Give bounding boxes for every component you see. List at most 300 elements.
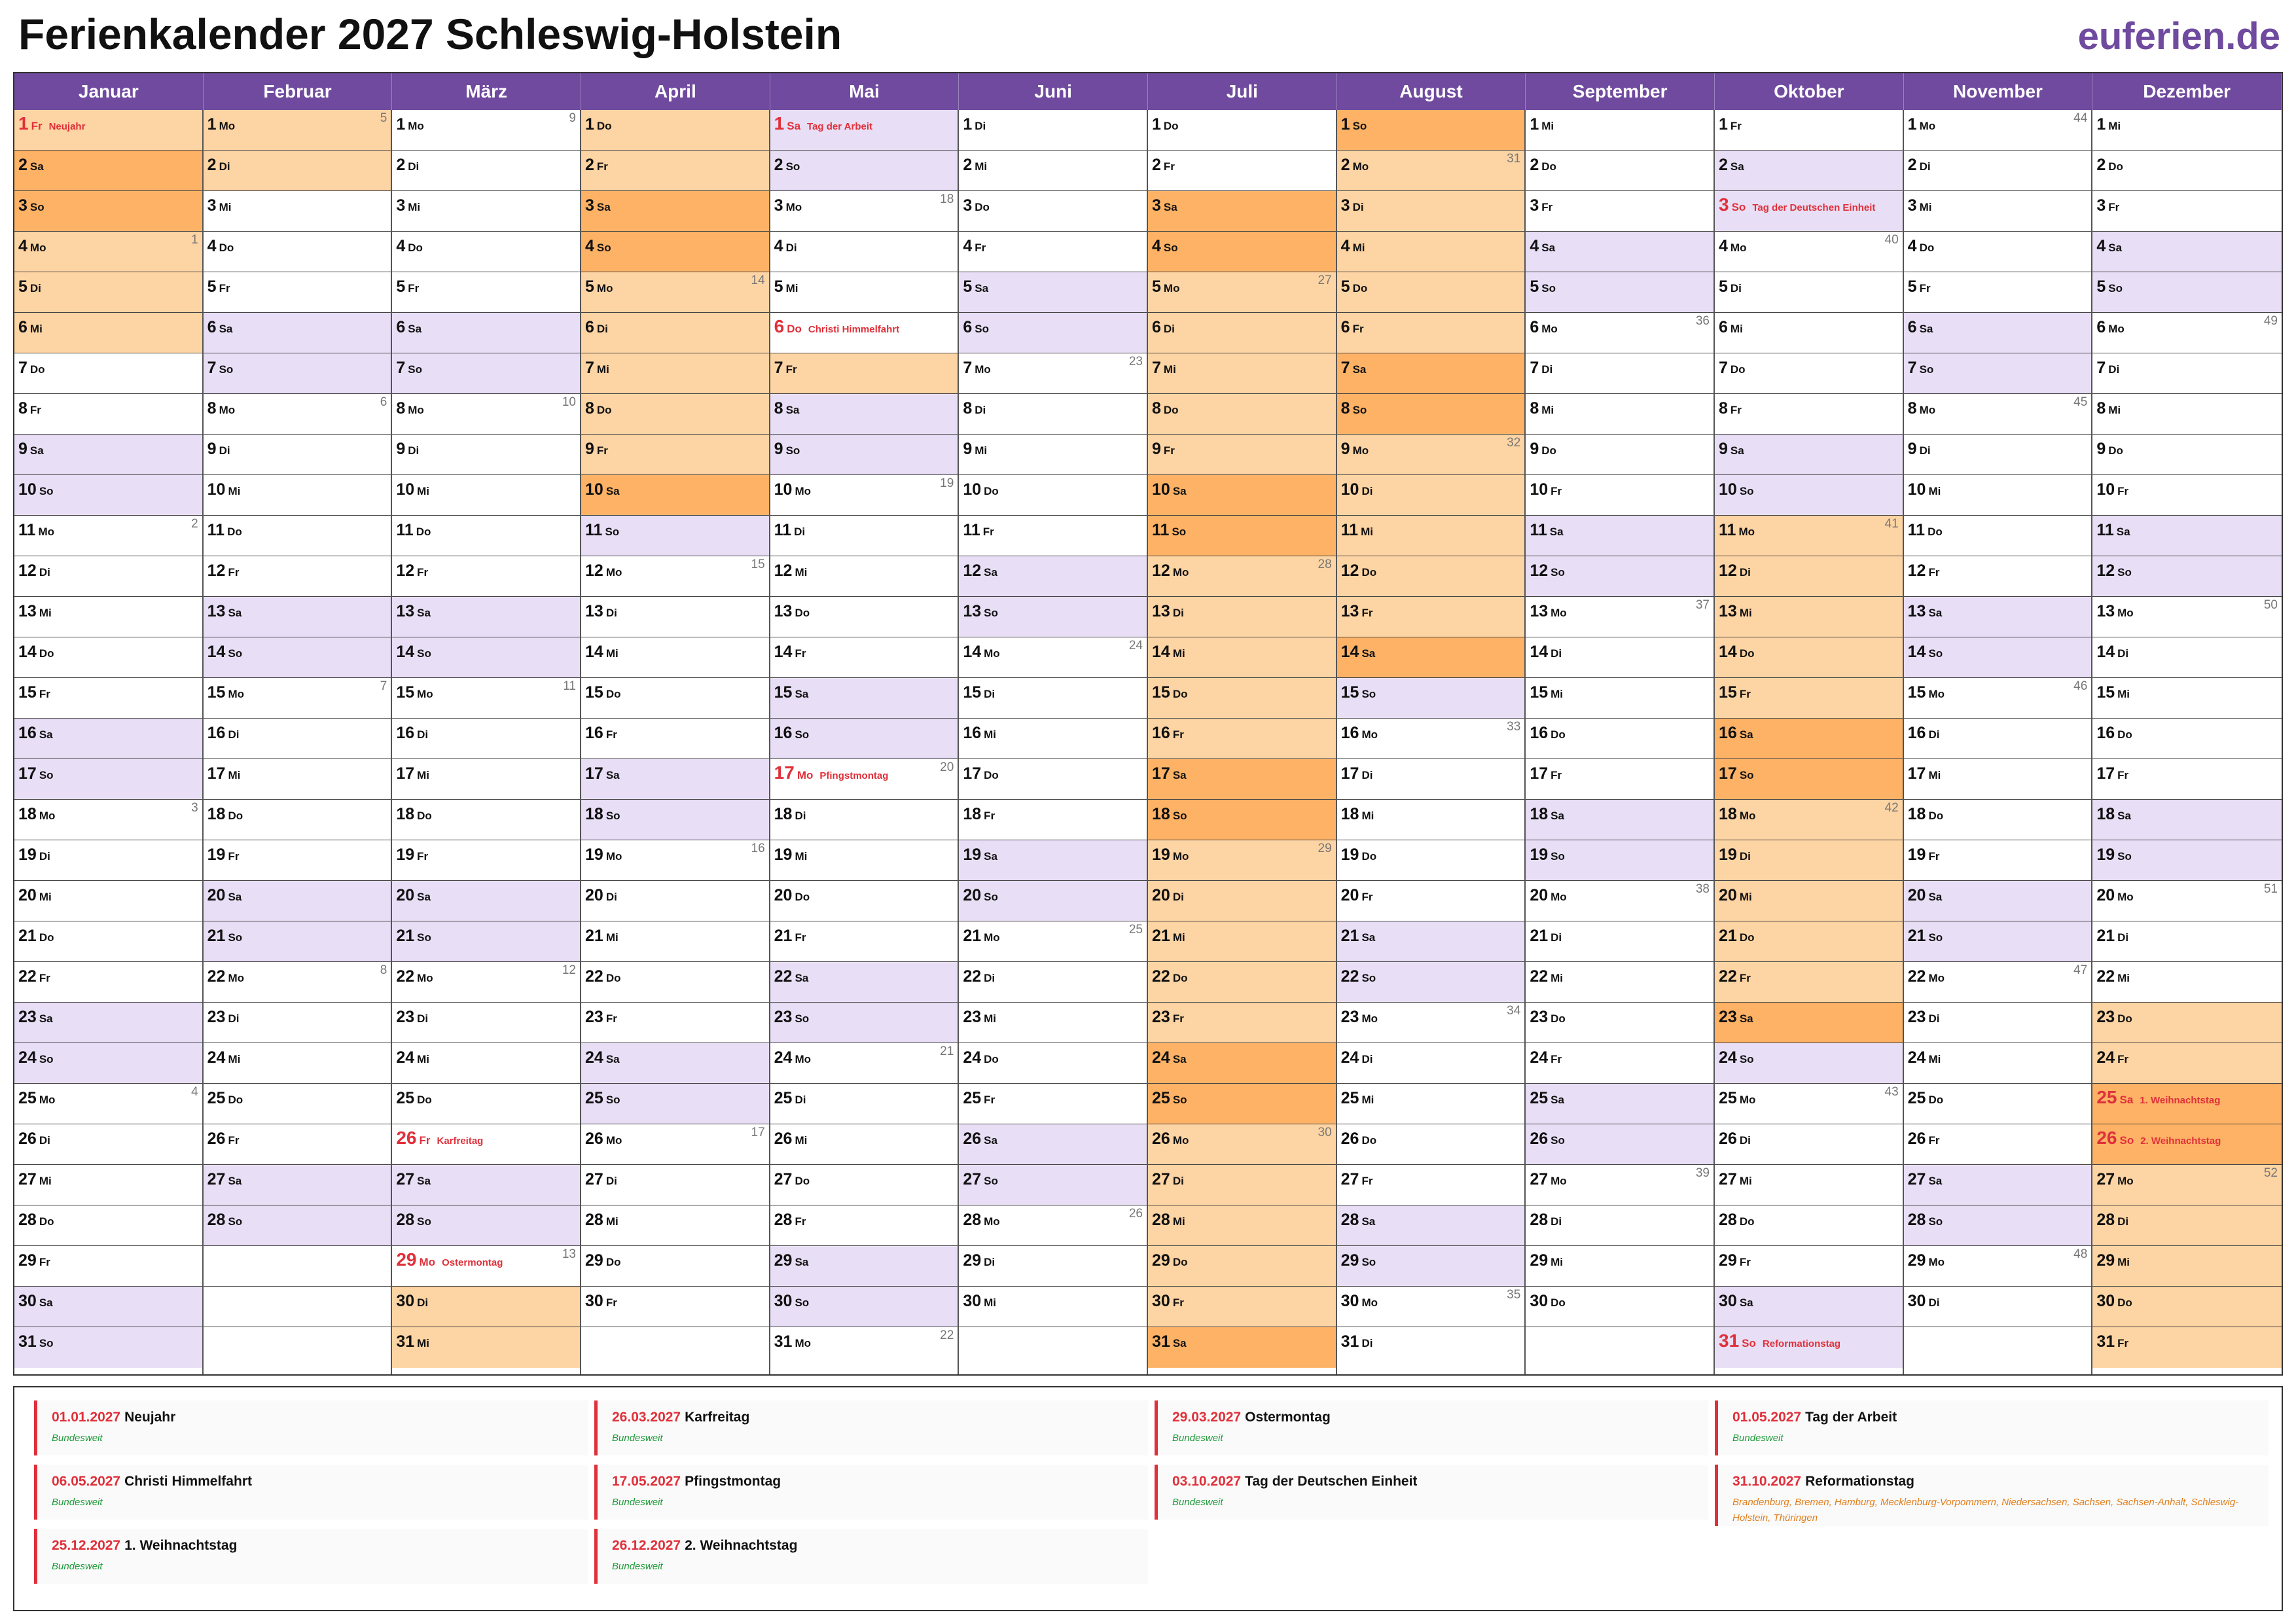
day-cell[interactable] — [204, 800, 391, 840]
day-cell[interactable] — [2092, 597, 2282, 637]
day-cell[interactable] — [1148, 151, 1336, 191]
day-cell[interactable] — [1715, 597, 1903, 637]
day-cell[interactable] — [2092, 1287, 2282, 1327]
day-cell[interactable] — [1526, 556, 1713, 597]
day-cell[interactable] — [14, 191, 202, 232]
day-cell[interactable] — [1337, 556, 1525, 597]
day-cell[interactable] — [1337, 353, 1525, 394]
day-cell[interactable] — [959, 1003, 1147, 1043]
day-cell[interactable] — [1148, 191, 1336, 232]
holiday-day-cell[interactable] — [14, 110, 202, 151]
day-cell[interactable] — [1526, 110, 1713, 151]
day-cell[interactable] — [1148, 1287, 1336, 1327]
holiday-day-cell[interactable] — [2092, 1124, 2282, 1165]
day-cell[interactable] — [1337, 1327, 1525, 1368]
day-cell[interactable] — [1337, 1205, 1525, 1246]
day-cell[interactable] — [1148, 1165, 1336, 1205]
day-cell[interactable] — [204, 151, 391, 191]
day-cell[interactable] — [1715, 1084, 1903, 1124]
day-cell[interactable] — [581, 151, 769, 191]
day-cell[interactable] — [14, 678, 202, 719]
day-cell[interactable] — [1337, 232, 1525, 272]
day-cell[interactable] — [1148, 1124, 1336, 1165]
day-cell[interactable] — [1904, 1124, 2092, 1165]
day-cell[interactable] — [1526, 1043, 1713, 1084]
day-cell[interactable] — [1904, 110, 2092, 151]
day-cell[interactable] — [581, 962, 769, 1003]
day-cell[interactable] — [1715, 151, 1903, 191]
day-cell[interactable] — [1715, 313, 1903, 353]
day-cell[interactable] — [1904, 313, 2092, 353]
day-cell[interactable] — [2092, 678, 2282, 719]
day-cell[interactable] — [1715, 719, 1903, 759]
day-cell[interactable] — [204, 921, 391, 962]
day-cell[interactable] — [204, 1003, 391, 1043]
day-cell[interactable] — [1904, 394, 2092, 435]
day-cell[interactable] — [1148, 516, 1336, 556]
day-cell[interactable] — [1904, 1205, 2092, 1246]
day-cell[interactable] — [959, 962, 1147, 1003]
day-cell[interactable] — [581, 272, 769, 313]
day-cell[interactable] — [1337, 921, 1525, 962]
day-cell[interactable] — [1148, 800, 1336, 840]
day-cell[interactable] — [770, 800, 958, 840]
day-cell[interactable] — [392, 800, 580, 840]
day-cell[interactable] — [14, 272, 202, 313]
day-cell[interactable] — [392, 597, 580, 637]
day-cell[interactable] — [392, 353, 580, 394]
day-cell[interactable] — [204, 1165, 391, 1205]
day-cell[interactable] — [204, 962, 391, 1003]
holiday-day-cell[interactable] — [770, 313, 958, 353]
day-cell[interactable] — [959, 759, 1147, 800]
day-cell[interactable] — [581, 840, 769, 881]
day-cell[interactable] — [581, 394, 769, 435]
day-cell[interactable] — [959, 637, 1147, 678]
day-cell[interactable] — [581, 353, 769, 394]
day-cell[interactable] — [2092, 921, 2282, 962]
day-cell[interactable] — [1337, 881, 1525, 921]
day-cell[interactable] — [2092, 313, 2282, 353]
day-cell[interactable] — [1148, 232, 1336, 272]
day-cell[interactable] — [959, 151, 1147, 191]
holiday-card[interactable] — [34, 1400, 588, 1455]
day-cell[interactable] — [1337, 597, 1525, 637]
day-cell[interactable] — [1715, 759, 1903, 800]
day-cell[interactable] — [392, 881, 580, 921]
holiday-day-cell[interactable] — [770, 110, 958, 151]
day-cell[interactable] — [959, 110, 1147, 151]
day-cell[interactable] — [959, 556, 1147, 597]
day-cell[interactable] — [959, 840, 1147, 881]
day-cell[interactable] — [1337, 1043, 1525, 1084]
day-cell[interactable] — [959, 1124, 1147, 1165]
day-cell[interactable] — [2092, 151, 2282, 191]
day-cell[interactable] — [770, 1043, 958, 1084]
day-cell[interactable] — [204, 678, 391, 719]
day-cell[interactable] — [1526, 151, 1713, 191]
day-cell[interactable] — [204, 759, 391, 800]
day-cell[interactable] — [2092, 232, 2282, 272]
day-cell[interactable] — [14, 313, 202, 353]
day-cell[interactable] — [770, 840, 958, 881]
day-cell[interactable] — [1715, 1043, 1903, 1084]
day-cell[interactable] — [959, 475, 1147, 516]
day-cell[interactable] — [1904, 597, 2092, 637]
day-cell[interactable] — [14, 516, 202, 556]
day-cell[interactable] — [204, 881, 391, 921]
day-cell[interactable] — [959, 516, 1147, 556]
day-cell[interactable] — [1904, 232, 2092, 272]
day-cell[interactable] — [959, 1287, 1147, 1327]
day-cell[interactable] — [1904, 475, 2092, 516]
day-cell[interactable] — [1148, 272, 1336, 313]
day-cell[interactable] — [1904, 1003, 2092, 1043]
day-cell[interactable] — [1337, 191, 1525, 232]
day-cell[interactable] — [1337, 1003, 1525, 1043]
day-cell[interactable] — [1715, 435, 1903, 475]
day-cell[interactable] — [2092, 394, 2282, 435]
day-cell[interactable] — [1526, 272, 1713, 313]
day-cell[interactable] — [770, 435, 958, 475]
day-cell[interactable] — [1526, 678, 1713, 719]
day-cell[interactable] — [2092, 353, 2282, 394]
day-cell[interactable] — [2092, 637, 2282, 678]
day-cell[interactable] — [581, 516, 769, 556]
day-cell[interactable] — [14, 1165, 202, 1205]
day-cell[interactable] — [1904, 759, 2092, 800]
day-cell[interactable] — [581, 1165, 769, 1205]
day-cell[interactable] — [14, 921, 202, 962]
day-cell[interactable] — [204, 232, 391, 272]
day-cell[interactable] — [770, 1327, 958, 1368]
day-cell[interactable] — [2092, 719, 2282, 759]
day-cell[interactable] — [1904, 151, 2092, 191]
day-cell[interactable] — [1904, 1246, 2092, 1287]
day-cell[interactable] — [1715, 1124, 1903, 1165]
day-cell[interactable] — [14, 840, 202, 881]
day-cell[interactable] — [959, 1246, 1147, 1287]
day-cell[interactable] — [14, 800, 202, 840]
day-cell[interactable] — [1904, 1165, 2092, 1205]
day-cell[interactable] — [392, 556, 580, 597]
day-cell[interactable] — [14, 475, 202, 516]
day-cell[interactable] — [770, 881, 958, 921]
day-cell[interactable] — [1526, 1084, 1713, 1124]
day-cell[interactable] — [959, 313, 1147, 353]
day-cell[interactable] — [204, 353, 391, 394]
day-cell[interactable] — [204, 637, 391, 678]
day-cell[interactable] — [1148, 921, 1336, 962]
day-cell[interactable] — [14, 1084, 202, 1124]
day-cell[interactable] — [1526, 475, 1713, 516]
day-cell[interactable] — [392, 1084, 580, 1124]
day-cell[interactable] — [1904, 272, 2092, 313]
day-cell[interactable] — [204, 840, 391, 881]
day-cell[interactable] — [1337, 678, 1525, 719]
day-cell[interactable] — [959, 800, 1147, 840]
day-cell[interactable] — [1337, 475, 1525, 516]
day-cell[interactable] — [1715, 1003, 1903, 1043]
day-cell[interactable] — [581, 1003, 769, 1043]
day-cell[interactable] — [1148, 881, 1336, 921]
day-cell[interactable] — [1337, 637, 1525, 678]
day-cell[interactable] — [14, 556, 202, 597]
day-cell[interactable] — [1715, 1287, 1903, 1327]
day-cell[interactable] — [204, 1084, 391, 1124]
day-cell[interactable] — [392, 151, 580, 191]
day-cell[interactable] — [204, 272, 391, 313]
day-cell[interactable] — [204, 516, 391, 556]
day-cell[interactable] — [959, 881, 1147, 921]
day-cell[interactable] — [392, 1287, 580, 1327]
day-cell[interactable] — [581, 556, 769, 597]
holiday-card[interactable] — [594, 1529, 1148, 1584]
day-cell[interactable] — [770, 1124, 958, 1165]
day-cell[interactable] — [581, 1287, 769, 1327]
day-cell[interactable] — [1337, 962, 1525, 1003]
day-cell[interactable] — [581, 597, 769, 637]
day-cell[interactable] — [1715, 1246, 1903, 1287]
day-cell[interactable] — [14, 1327, 202, 1368]
day-cell[interactable] — [204, 435, 391, 475]
day-cell[interactable] — [959, 353, 1147, 394]
day-cell[interactable] — [581, 1246, 769, 1287]
day-cell[interactable] — [1148, 1246, 1336, 1287]
day-cell[interactable] — [2092, 435, 2282, 475]
day-cell[interactable] — [770, 394, 958, 435]
day-cell[interactable] — [14, 232, 202, 272]
day-cell[interactable] — [392, 921, 580, 962]
day-cell[interactable] — [1526, 637, 1713, 678]
day-cell[interactable] — [770, 962, 958, 1003]
day-cell[interactable] — [392, 637, 580, 678]
day-cell[interactable] — [1148, 1003, 1336, 1043]
brand-logo-text[interactable]: euferien.de — [2077, 15, 2280, 58]
day-cell[interactable] — [14, 1003, 202, 1043]
day-cell[interactable] — [959, 232, 1147, 272]
day-cell[interactable] — [1337, 435, 1525, 475]
day-cell[interactable] — [1904, 921, 2092, 962]
holiday-card[interactable] — [1155, 1400, 1708, 1455]
day-cell[interactable] — [204, 1043, 391, 1084]
day-cell[interactable] — [2092, 475, 2282, 516]
day-cell[interactable] — [1715, 840, 1903, 881]
day-cell[interactable] — [14, 353, 202, 394]
day-cell[interactable] — [1904, 516, 2092, 556]
day-cell[interactable] — [1337, 719, 1525, 759]
day-cell[interactable] — [581, 435, 769, 475]
day-cell[interactable] — [1715, 475, 1903, 516]
day-cell[interactable] — [1715, 394, 1903, 435]
day-cell[interactable] — [1526, 353, 1713, 394]
day-cell[interactable] — [1904, 435, 2092, 475]
day-cell[interactable] — [1904, 191, 2092, 232]
day-cell[interactable] — [392, 435, 580, 475]
day-cell[interactable] — [392, 962, 580, 1003]
day-cell[interactable] — [770, 1003, 958, 1043]
day-cell[interactable] — [1337, 800, 1525, 840]
day-cell[interactable] — [1715, 800, 1903, 840]
day-cell[interactable] — [204, 191, 391, 232]
day-cell[interactable] — [2092, 1165, 2282, 1205]
day-cell[interactable] — [581, 1124, 769, 1165]
day-cell[interactable] — [770, 556, 958, 597]
day-cell[interactable] — [14, 962, 202, 1003]
day-cell[interactable] — [959, 435, 1147, 475]
day-cell[interactable] — [392, 313, 580, 353]
day-cell[interactable] — [1148, 313, 1336, 353]
day-cell[interactable] — [2092, 516, 2282, 556]
day-cell[interactable] — [770, 1287, 958, 1327]
day-cell[interactable] — [1526, 232, 1713, 272]
day-cell[interactable] — [204, 475, 391, 516]
day-cell[interactable] — [2092, 191, 2282, 232]
day-cell[interactable] — [2092, 1327, 2282, 1368]
day-cell[interactable] — [392, 516, 580, 556]
day-cell[interactable] — [959, 1043, 1147, 1084]
holiday-card[interactable] — [34, 1529, 588, 1584]
day-cell[interactable] — [204, 556, 391, 597]
day-cell[interactable] — [1148, 435, 1336, 475]
day-cell[interactable] — [392, 232, 580, 272]
day-cell[interactable] — [2092, 1205, 2282, 1246]
day-cell[interactable] — [1526, 962, 1713, 1003]
day-cell[interactable] — [392, 1003, 580, 1043]
day-cell[interactable] — [1337, 1084, 1525, 1124]
day-cell[interactable] — [959, 719, 1147, 759]
day-cell[interactable] — [392, 191, 580, 232]
day-cell[interactable] — [392, 840, 580, 881]
day-cell[interactable] — [392, 678, 580, 719]
day-cell[interactable] — [1904, 1287, 2092, 1327]
day-cell[interactable] — [1526, 719, 1713, 759]
day-cell[interactable] — [392, 475, 580, 516]
day-cell[interactable] — [770, 921, 958, 962]
day-cell[interactable] — [1337, 1165, 1525, 1205]
day-cell[interactable] — [1904, 678, 2092, 719]
day-cell[interactable] — [1337, 1124, 1525, 1165]
day-cell[interactable] — [14, 1124, 202, 1165]
day-cell[interactable] — [959, 1205, 1147, 1246]
day-cell[interactable] — [581, 759, 769, 800]
day-cell[interactable] — [1148, 840, 1336, 881]
day-cell[interactable] — [959, 597, 1147, 637]
day-cell[interactable] — [204, 313, 391, 353]
day-cell[interactable] — [2092, 1043, 2282, 1084]
day-cell[interactable] — [1526, 313, 1713, 353]
day-cell[interactable] — [581, 1084, 769, 1124]
day-cell[interactable] — [1904, 353, 2092, 394]
day-cell[interactable] — [1148, 394, 1336, 435]
day-cell[interactable] — [1526, 921, 1713, 962]
day-cell[interactable] — [770, 637, 958, 678]
day-cell[interactable] — [14, 394, 202, 435]
day-cell[interactable] — [1715, 881, 1903, 921]
day-cell[interactable] — [2092, 881, 2282, 921]
day-cell[interactable] — [1715, 232, 1903, 272]
day-cell[interactable] — [2092, 556, 2282, 597]
day-cell[interactable] — [1715, 353, 1903, 394]
day-cell[interactable] — [1715, 1205, 1903, 1246]
day-cell[interactable] — [770, 272, 958, 313]
day-cell[interactable] — [1904, 881, 2092, 921]
day-cell[interactable] — [1904, 556, 2092, 597]
day-cell[interactable] — [14, 1246, 202, 1287]
day-cell[interactable] — [1337, 759, 1525, 800]
day-cell[interactable] — [1148, 637, 1336, 678]
day-cell[interactable] — [581, 881, 769, 921]
day-cell[interactable] — [392, 272, 580, 313]
day-cell[interactable] — [1337, 313, 1525, 353]
day-cell[interactable] — [1526, 597, 1713, 637]
day-cell[interactable] — [1715, 110, 1903, 151]
day-cell[interactable] — [581, 313, 769, 353]
day-cell[interactable] — [770, 1246, 958, 1287]
day-cell[interactable] — [1904, 719, 2092, 759]
day-cell[interactable] — [2092, 759, 2282, 800]
day-cell[interactable] — [1526, 1165, 1713, 1205]
day-cell[interactable] — [204, 597, 391, 637]
day-cell[interactable] — [204, 394, 391, 435]
day-cell[interactable] — [959, 394, 1147, 435]
day-cell[interactable] — [392, 110, 580, 151]
day-cell[interactable] — [1715, 921, 1903, 962]
day-cell[interactable] — [1148, 597, 1336, 637]
day-cell[interactable] — [14, 1205, 202, 1246]
day-cell[interactable] — [959, 191, 1147, 232]
day-cell[interactable] — [204, 110, 391, 151]
day-cell[interactable] — [1526, 191, 1713, 232]
day-cell[interactable] — [581, 1205, 769, 1246]
day-cell[interactable] — [1526, 394, 1713, 435]
day-cell[interactable] — [1526, 800, 1713, 840]
day-cell[interactable] — [770, 475, 958, 516]
holiday-card[interactable] — [1715, 1465, 2269, 1526]
day-cell[interactable] — [2092, 110, 2282, 151]
day-cell[interactable] — [1526, 516, 1713, 556]
holiday-day-cell[interactable] — [2092, 1084, 2282, 1124]
day-cell[interactable] — [959, 678, 1147, 719]
day-cell[interactable] — [1715, 1165, 1903, 1205]
day-cell[interactable] — [2092, 800, 2282, 840]
day-cell[interactable] — [392, 1165, 580, 1205]
day-cell[interactable] — [14, 719, 202, 759]
day-cell[interactable] — [1904, 962, 2092, 1003]
day-cell[interactable] — [770, 151, 958, 191]
day-cell[interactable] — [1715, 516, 1903, 556]
day-cell[interactable] — [581, 191, 769, 232]
day-cell[interactable] — [770, 232, 958, 272]
day-cell[interactable] — [1148, 759, 1336, 800]
day-cell[interactable] — [581, 637, 769, 678]
day-cell[interactable] — [1148, 678, 1336, 719]
day-cell[interactable] — [14, 881, 202, 921]
holiday-card[interactable] — [1715, 1400, 2269, 1455]
day-cell[interactable] — [581, 232, 769, 272]
day-cell[interactable] — [14, 151, 202, 191]
holiday-day-cell[interactable] — [1715, 191, 1903, 232]
day-cell[interactable] — [1337, 516, 1525, 556]
day-cell[interactable] — [581, 475, 769, 516]
day-cell[interactable] — [392, 1327, 580, 1368]
day-cell[interactable] — [1337, 840, 1525, 881]
day-cell[interactable] — [1526, 1287, 1713, 1327]
day-cell[interactable] — [1904, 1043, 2092, 1084]
day-cell[interactable] — [1148, 353, 1336, 394]
day-cell[interactable] — [1337, 151, 1525, 191]
holiday-day-cell[interactable] — [770, 759, 958, 800]
